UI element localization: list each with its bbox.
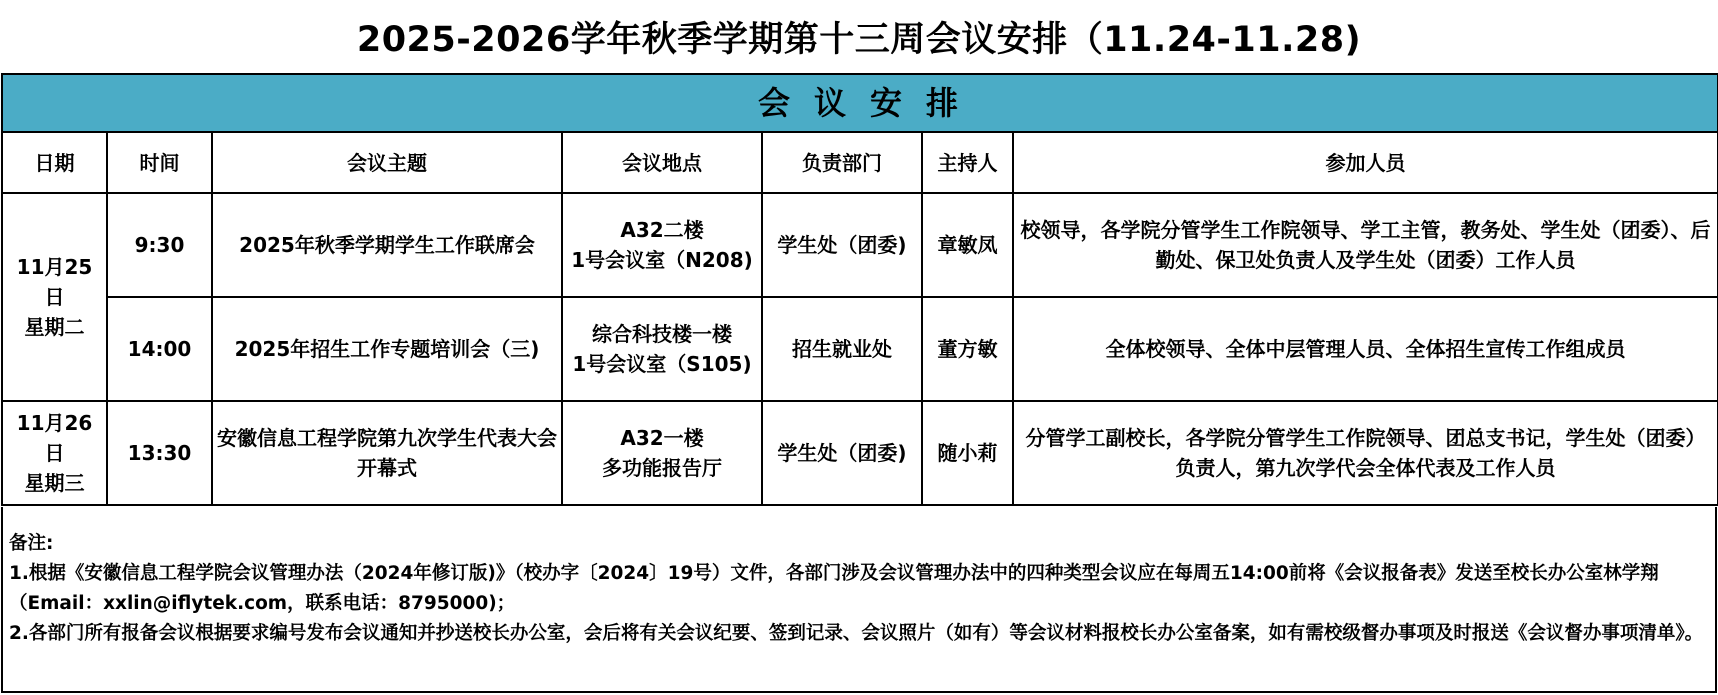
date-cell: [2, 193, 107, 401]
weekday-line: 星期三: [24, 471, 85, 495]
header-host: 主持人: [922, 132, 1013, 193]
banner-title: 会议安排: [2, 74, 1718, 132]
location-cell: [562, 401, 762, 505]
header-department: 负责部门: [762, 132, 922, 193]
date-line: 11月25日: [16, 255, 93, 309]
notes-section: [1, 507, 1717, 693]
location-room: 1号会议室（S105): [572, 352, 752, 376]
host-cell: 董方敏: [922, 297, 1013, 401]
topic-line: 安徽信息工程学院第九次学生代表大会: [217, 426, 557, 450]
header-attendees: 参加人员: [1013, 132, 1718, 193]
location-room: 1号会议室（N208): [571, 248, 753, 272]
notes-heading: 备注:: [9, 533, 54, 554]
table-row: [2, 297, 1718, 401]
location-cell: [562, 193, 762, 297]
header-time: 时间: [107, 132, 212, 193]
time-cell: 14:00: [107, 297, 212, 401]
time-cell: 9:30: [107, 193, 212, 297]
topic-cell: 2025年招生工作专题培训会（三): [212, 297, 562, 401]
host-cell: 随小莉: [922, 401, 1013, 505]
topic-line: 开幕式: [357, 456, 417, 480]
date-line: 11月26日: [16, 411, 93, 465]
banner-row: [2, 74, 1718, 132]
location-cell: [562, 297, 762, 401]
host-cell: 章敏凤: [922, 193, 1013, 297]
table-row: [2, 401, 1718, 505]
department-cell: 学生处（团委): [762, 401, 922, 505]
department-cell: 招生就业处: [762, 297, 922, 401]
date-cell: [2, 401, 107, 505]
location-building: A32一楼: [620, 426, 704, 450]
header-date: 日期: [2, 132, 107, 193]
header-row: [2, 132, 1718, 193]
time-cell: 13:30: [107, 401, 212, 505]
location-building: A32二楼: [620, 218, 704, 242]
topic-cell: 2025年秋季学期学生工作联席会: [212, 193, 562, 297]
table-row: [2, 193, 1718, 297]
notes-item: 1.根据《安徽信息工程学院会议管理办法（2024年修订版)》（校办字〔2024〕19号）文件，各部门涉及会议管理办法中的四种类型会议应在每周五14:00前将《会议报备表》发送至校长办公室林学翔（Email：xxlin@iflytek.com，联系电话：8795000)；: [9, 563, 1659, 614]
location-building: 综合科技楼一楼: [592, 322, 732, 346]
attendees-cell: 全体校领导、全体中层管理人员、全体招生宣传工作组成员: [1013, 297, 1718, 401]
attendees-cell: 校领导，各学院分管学生工作院领导、学工主管，教务处、学生处（团委）、后勤处、保卫处负责人及学生处（团委）工作人员: [1013, 193, 1718, 297]
header-location: 会议地点: [562, 132, 762, 193]
location-room: 多功能报告厅: [602, 456, 722, 480]
page-title: 2025-2026学年秋季学期第十三周会议安排（11.24-11.28): [356, 20, 1362, 60]
attendees-cell: 分管学工副校长，各学院分管学生工作院领导、团总支书记，学生处（团委）负责人，第九次学代会全体代表及工作人员: [1013, 401, 1718, 505]
department-cell: 学生处（团委): [762, 193, 922, 297]
schedule-table: [1, 73, 1718, 506]
header-topic: 会议主题: [212, 132, 562, 193]
weekday-line: 星期二: [24, 315, 85, 339]
topic-cell: [212, 401, 562, 505]
notes-item: 2.各部门所有报备会议根据要求编号发布会议通知并抄送校长办公室，会后将有关会议纪要、签到记录、会议照片（如有）等会议材料报校长办公室备案，如有需校级督办事项及时报送《会议督办事项清单》。: [9, 623, 1704, 644]
